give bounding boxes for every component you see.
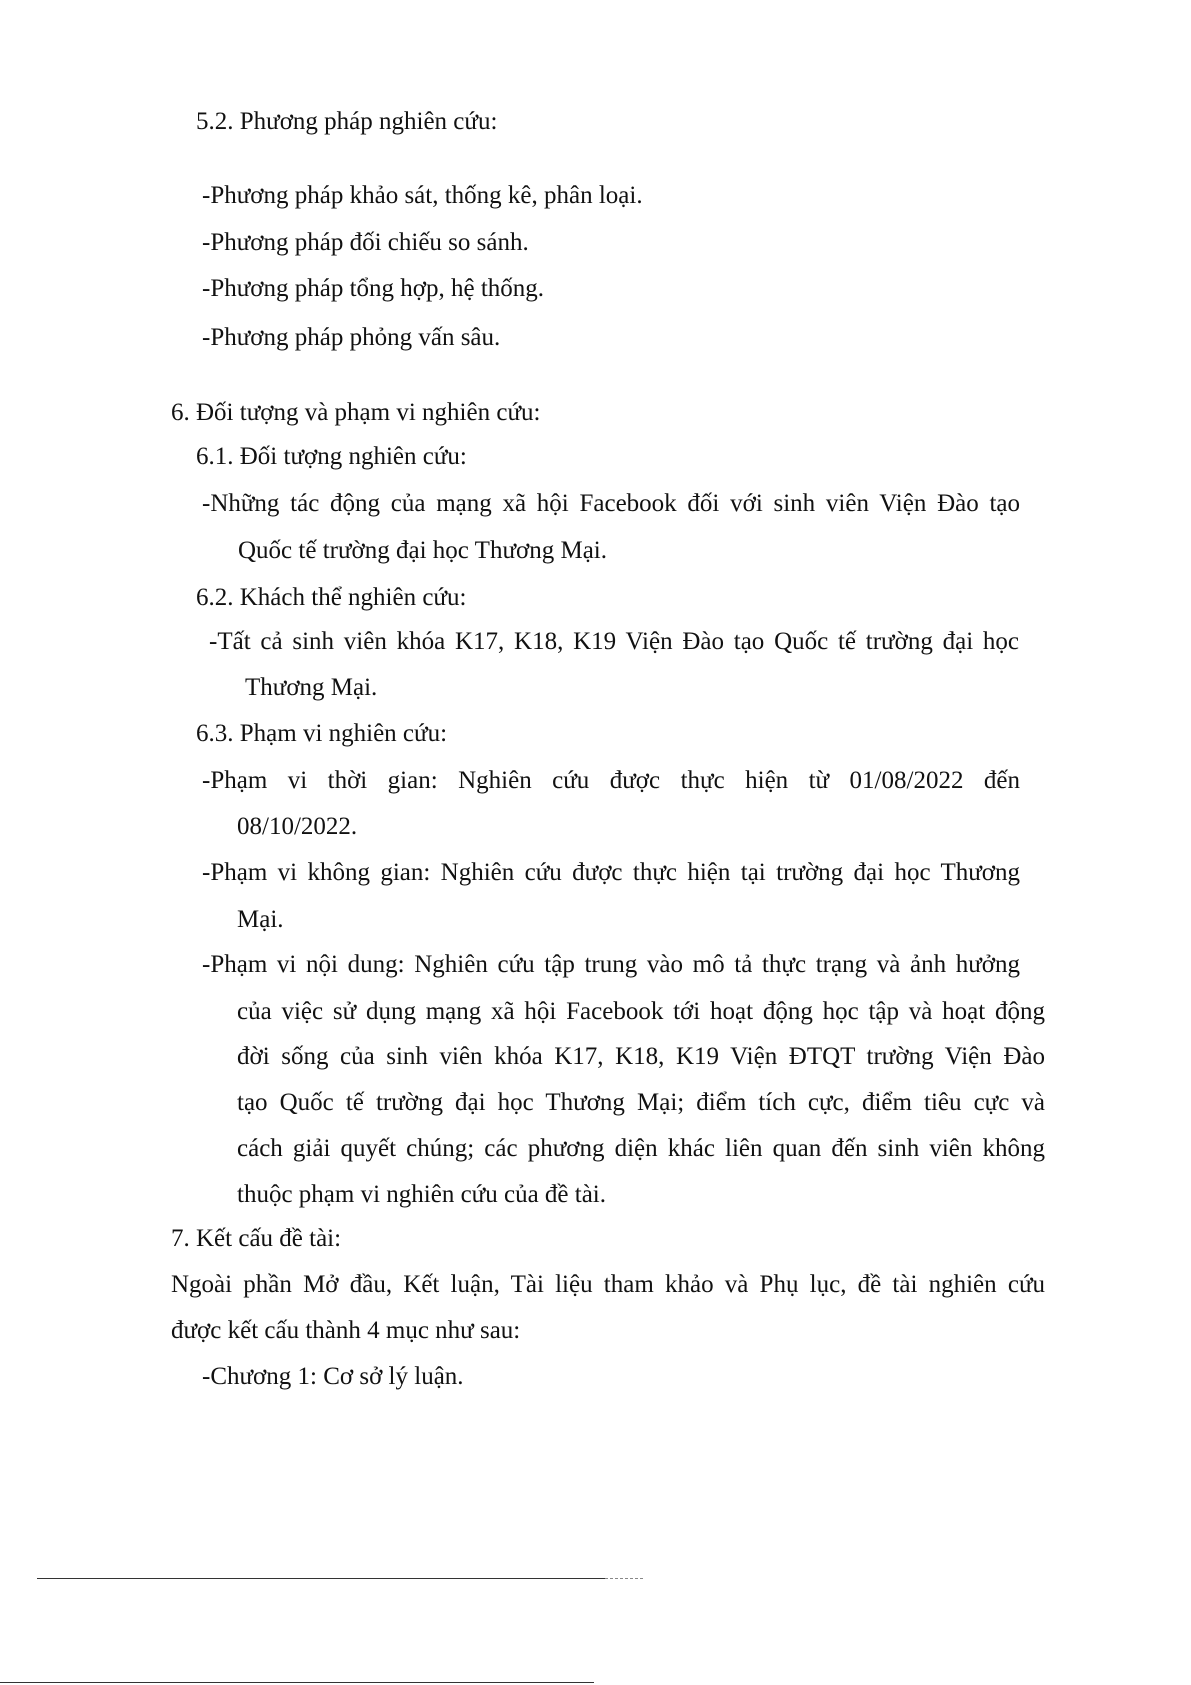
scope-content-text: của việc sử dụng mạng xã hội Facebook tới hoạt động học tập và hoạt động bbox=[237, 998, 1045, 1025]
section-6-2-heading: 6.2. Khách thể nghiên cứu: bbox=[196, 584, 467, 611]
page-bottom-rule bbox=[0, 1682, 594, 1683]
research-subject-text: Thương Mại. bbox=[245, 674, 378, 701]
section-5-2-heading: 5.2. Phương pháp nghiên cứu: bbox=[196, 108, 498, 135]
scope-space-text: Mại. bbox=[237, 906, 284, 933]
section-7-heading: 7. Kết cấu đề tài: bbox=[171, 1225, 342, 1252]
section-6-3-heading: 6.3. Phạm vi nghiên cứu: bbox=[196, 720, 448, 747]
section-6-1-heading: 6.1. Đối tượng nghiên cứu: bbox=[196, 443, 467, 470]
scope-content-text: thuộc phạm vi nghiên cứu của đề tài. bbox=[237, 1181, 606, 1208]
structure-intro-text: được kết cấu thành 4 mục như sau: bbox=[171, 1317, 521, 1344]
method-item: -Phương pháp đối chiếu so sánh. bbox=[202, 229, 529, 256]
chapter-1-item: -Chương 1: Cơ sở lý luận. bbox=[202, 1363, 464, 1390]
scope-time-text: 08/10/2022. bbox=[237, 813, 358, 840]
method-item: -Phương pháp tổng hợp, hệ thống. bbox=[202, 275, 545, 302]
method-item: -Phương pháp khảo sát, thống kê, phân loại. bbox=[202, 182, 643, 209]
footnote-separator bbox=[37, 1578, 605, 1579]
scope-time-text: -Phạm vi thời gian: Nghiên cứu được thực hiện từ 01/08/2022 đến bbox=[202, 767, 1020, 794]
scope-content-text: đời sống của sinh viên khóa K17, K18, K19 Viện ĐTQT trường Viện Đào bbox=[237, 1043, 1045, 1070]
method-item: -Phương pháp phỏng vấn sâu. bbox=[202, 324, 501, 351]
scope-content-text: tạo Quốc tế trường đại học Thương Mại; điểm tích cực, điểm tiêu cực và bbox=[237, 1089, 1045, 1116]
research-object-text: -Những tác động của mạng xã hội Facebook đối với sinh viên Viện Đào tạo bbox=[202, 490, 1020, 517]
structure-intro-text: Ngoài phần Mở đầu, Kết luận, Tài liệu tham khảo và Phụ lục, đề tài nghiên cứu bbox=[171, 1271, 1045, 1298]
scope-content-text: cách giải quyết chúng; các phương diện khác liên quan đến sinh viên không bbox=[237, 1135, 1045, 1162]
scope-content-text: -Phạm vi nội dung: Nghiên cứu tập trung vào mô tả thực trạng và ảnh hưởng bbox=[202, 951, 1020, 978]
scope-space-text: -Phạm vi không gian: Nghiên cứu được thực hiện tại trường đại học Thương bbox=[202, 859, 1020, 886]
research-subject-text: -Tất cả sinh viên khóa K17, K18, K19 Viện Đào tạo Quốc tế trường đại học bbox=[209, 628, 1019, 655]
section-6-heading: 6. Đối tượng và phạm vi nghiên cứu: bbox=[171, 399, 541, 426]
research-object-text: Quốc tế trường đại học Thương Mại. bbox=[238, 537, 607, 564]
footnote-separator-tail bbox=[605, 1578, 643, 1579]
